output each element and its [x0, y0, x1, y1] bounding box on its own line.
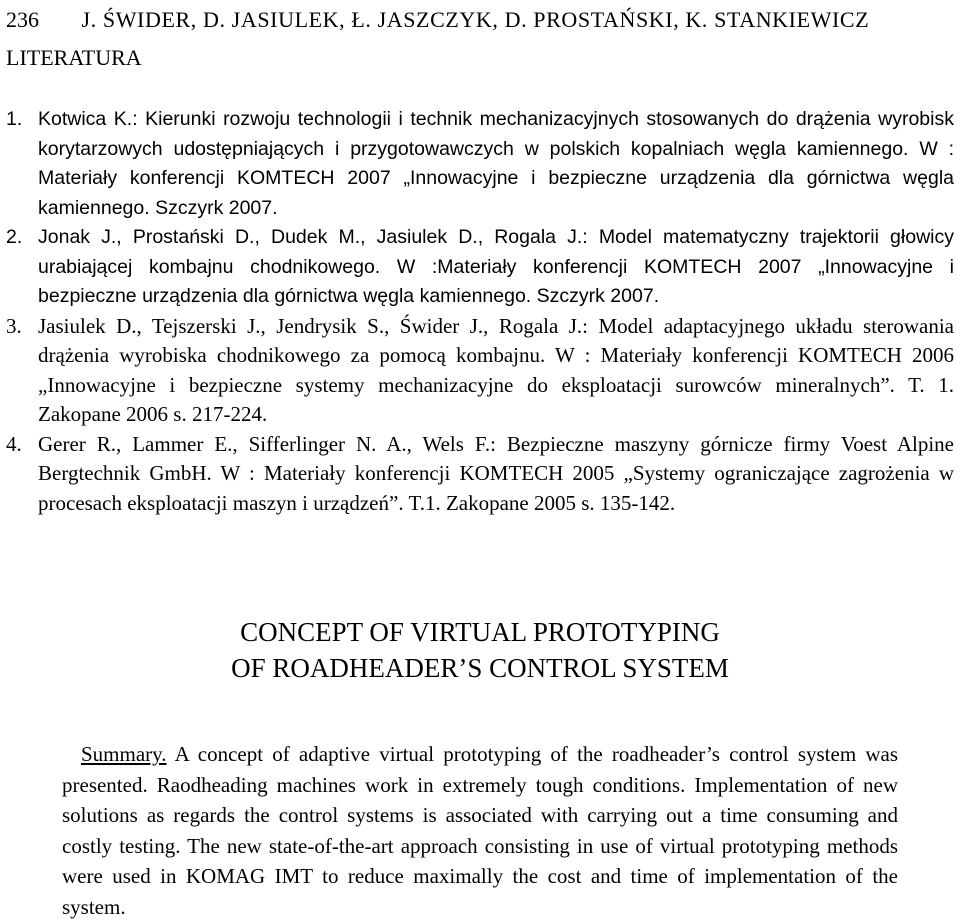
reference-item: [0, 312, 960, 430]
paper-title: [0, 614, 960, 686]
summary-label: Summary.: [81, 742, 167, 766]
reference-text: Jasiulek D., Tejszerski J., Jendrysik S., Świder J., Rogala J.: Model adaptacyjnego układu sterowania drążenia wyrobiska chodnikowego za pomocą kombajnu. W : Materiały konferencji KOMTECH 2006 „Innowacyjne i bezpieczne systemy mechanizacyjne do eksploatacji surowców mineralnych”. T. 1. Zakopane 2006 s. 217-224.: [38, 313, 954, 426]
paper-title-line: OF ROADHEADER’S CONTROL SYSTEM: [231, 653, 729, 683]
reference-number: 3.: [6, 313, 22, 338]
header-authors: J. ŚWIDER, D. JASIULEK, Ł. JASZCZYK, D. PROSTAŃSKI, K. STANKIEWICZ: [81, 7, 870, 32]
reference-text: Gerer R., Lammer E., Sifferlinger N. A., Wels F.: Bezpieczne maszyny górnicze firmy Voest Alpine Bergtechnik GmbH. W : Materiały konferencji KOMTECH 2005 „Systemy ograniczające zagrożenia w procesach eksploatacji maszyn i urządzeń”. T.1. Zakopane 2005 s. 135-142.: [38, 431, 954, 515]
reference-list: [0, 105, 960, 518]
reference-text: Jonak J., Prostański D., Dudek M., Jasiulek D., Rogala J.: Model matematyczny trajektorii głowicy urabiającej kombajnu chodnikowego. W :Materiały konferencji KOMTECH 2007 „Innowacyjne i bezpieczne urządzenia dla górnictwa węgla kamiennego. Szczyrk 2007.: [38, 226, 954, 307]
reference-item: [0, 223, 960, 312]
reference-number: 2.: [6, 226, 23, 248]
reference-number: 4.: [6, 431, 22, 456]
page-number: 236: [6, 7, 39, 32]
literature-heading: LITERATURA: [6, 45, 142, 70]
paper-title-line: CONCEPT OF VIRTUAL PROTOTYPING: [240, 617, 720, 647]
reference-number: 1.: [6, 108, 23, 130]
reference-item: [0, 430, 960, 519]
reference-text: Kotwica K.: Kierunki rozwoju technologii i technik mechanizacyjnych stosowanych do drążenia wyrobisk korytarzowych udostępniających i przygotowawczych w polskich kopalniach węgla kamiennego. W : Materiały konferencji KOMTECH 2007 „Innowacyjne i bezpieczne urządzenia dla górnictwa węgla kamiennego. Szczyrk 2007.: [38, 108, 954, 219]
summary-text: A concept of adaptive virtual prototyping of the roadheader’s control system was presented. Raodheading machines work in extremely tough conditions. Implementation of new solutions as regards the control systems is associated with carrying out a time consuming and costly testing. The new state-of-the-art approach consisting in use of virtual prototyping methods were used in KOMAG IMT to reduce maximally the cost and time of implementation of the system.: [62, 742, 898, 919]
summary-paragraph: [62, 739, 898, 922]
running-header: [6, 6, 950, 34]
reference-item: [0, 105, 960, 223]
